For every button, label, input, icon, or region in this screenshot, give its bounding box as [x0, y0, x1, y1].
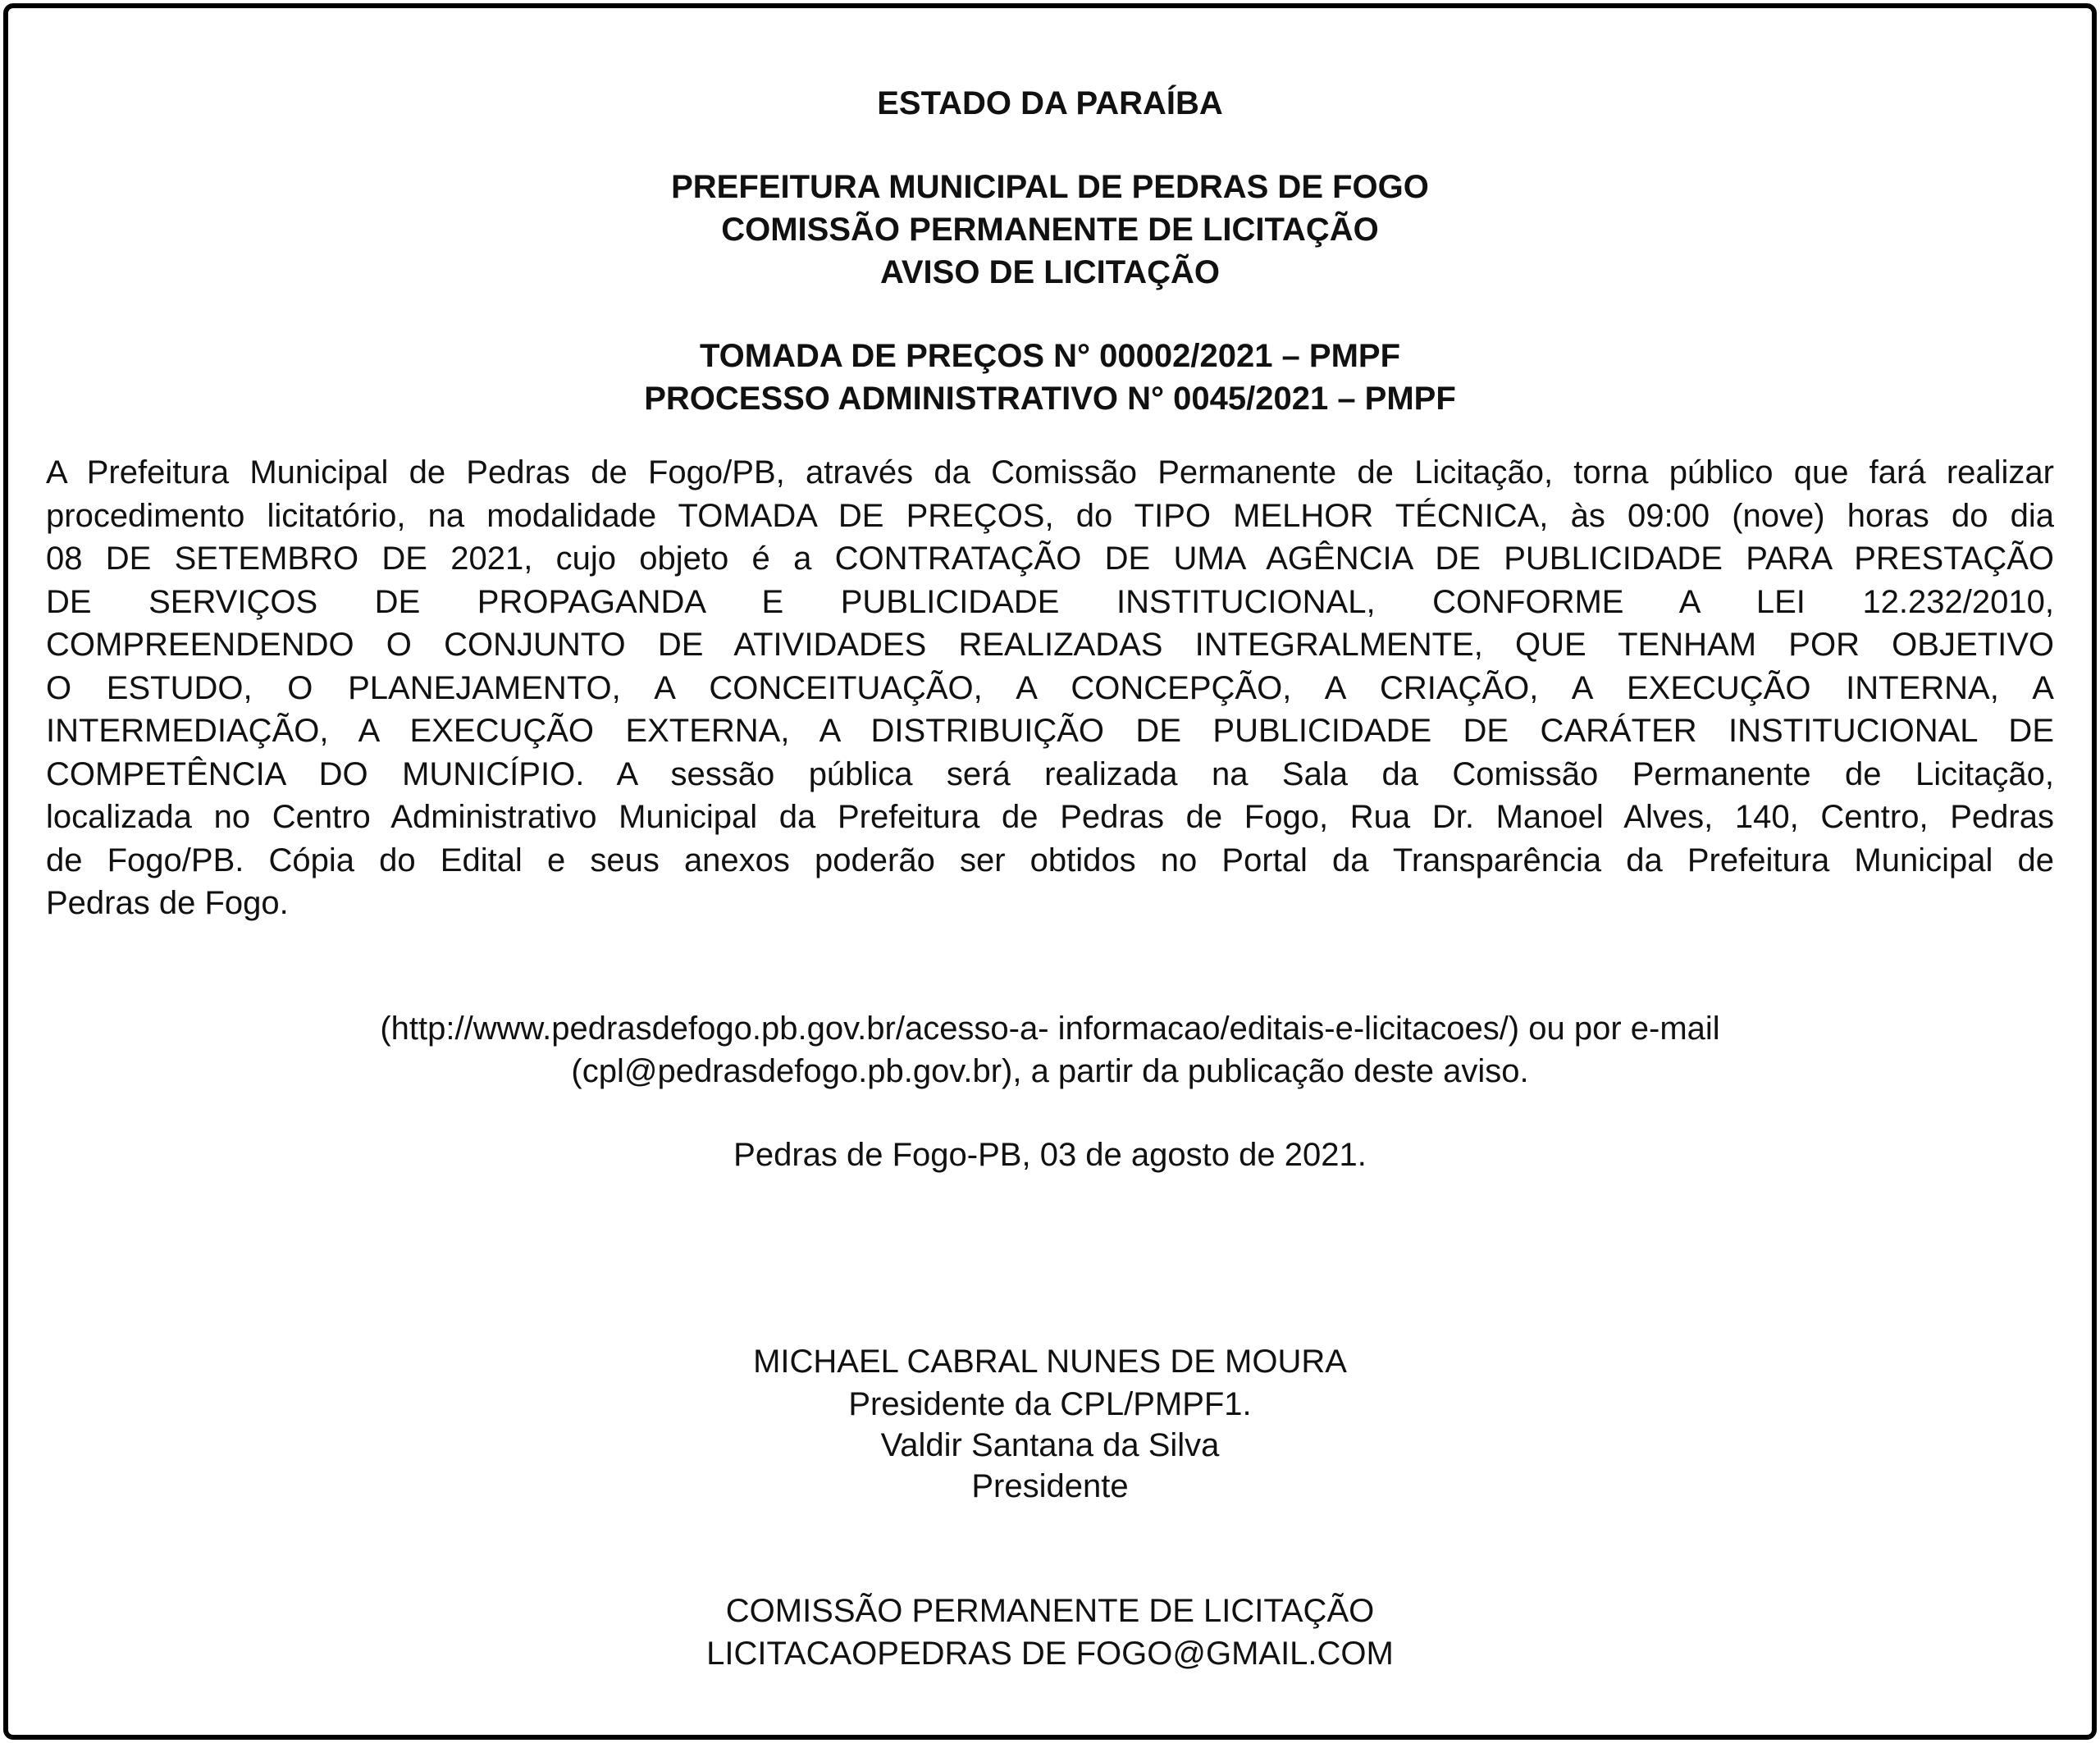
body-line: COMPETÊNCIA DO MUNICÍPIO. A sessão pública será realizada na Sala da Comissão Permanente de Licitação, [46, 755, 2054, 792]
date-line: Pedras de Fogo-PB, 03 de agosto de 2021. [733, 1137, 1367, 1173]
footer-email: LICITACAOPEDRAS DE FOGO@GMAIL.COM [706, 1636, 1394, 1672]
footer-commission: COMISSÃO PERMANENTE DE LICITAÇÃO [725, 1593, 1375, 1629]
body-line: INTERMEDIAÇÃO, A EXECUÇÃO EXTERNA, A DISTRIBUIÇÃO DE PUBLICIDADE DE CARÁTER INSTITUCIONAL DE [46, 713, 2054, 749]
notice-title: AVISO DE LICITAÇÃO [879, 254, 1221, 290]
notice-body [46, 451, 2054, 925]
body-line: A Prefeitura Municipal de Pedras de Fogo/PB, através da Comissão Permanente de Licitação, torna público que fará realizar [46, 454, 2054, 491]
prefecture-heading: PREFEITURA MUNICIPAL DE PEDRAS DE FOGO [671, 169, 1429, 205]
body-line: COMPREENDENDO O CONJUNTO DE ATIVIDADES REALIZADAS INTEGRALMENTE, QUE TENHAM POR OBJETIVO [46, 627, 2054, 663]
state-heading: ESTADO DA PARAÍBA [877, 85, 1223, 121]
notice-frame [3, 3, 2097, 1740]
portal-url-line: (http://www.pedrasdefogo.pb.gov.br/acesso-a- informacao/editais-e-licitacoes/) ou por e-mail [380, 1011, 1720, 1047]
tomada-precos-number: TOMADA DE PREÇOS N° 00002/2021 – PMPF [699, 338, 1401, 374]
second-signatory-name: Valdir Santana da Silva [880, 1427, 1220, 1463]
body-line: de Fogo/PB. Cópia do Edital e seus anexos poderão ser obtidos no Portal da Transparência da Prefeitura Municipal de [46, 842, 2054, 878]
second-signatory-role: Presidente [971, 1468, 1129, 1504]
body-line: O ESTUDO, O PLANEJAMENTO, A CONCEITUAÇÃO, A CONCEPÇÃO, A CRIAÇÃO, A EXECUÇÃO INTERNA, A [46, 669, 2054, 706]
commission-heading: COMISSÃO PERMANENTE DE LICITAÇÃO [721, 212, 1379, 248]
body-line: 08 DE SETEMBRO DE 2021, cujo objeto é a CONTRATAÇÃO DE UMA AGÊNCIA DE PUBLICIDADE PARA PRESTAÇÃO [46, 541, 2054, 577]
processo-number: PROCESSO ADMINISTRATIVO N° 0045/2021 – PMPF [644, 381, 1456, 417]
signatory-role: Presidente da CPL/PMPF1. [848, 1386, 1252, 1422]
signatory-name: MICHAEL CABRAL NUNES DE MOURA [753, 1344, 1347, 1380]
body-line: DE SERVIÇOS DE PROPAGANDA E PUBLICIDADE INSTITUCIONAL, CONFORME A LEI 12.232/2010, [46, 583, 2054, 620]
body-line: localizada no Centro Administrativo Municipal da Prefeitura de Pedras de Fogo, Rua Dr. Manoel Alves, 140, Centro, Pedras [46, 799, 2054, 835]
body-line: Pedras de Fogo. [46, 885, 289, 921]
contact-email-line: (cpl@pedrasdefogo.pb.gov.br), a partir da publicação deste aviso. [571, 1053, 1529, 1089]
body-line: procedimento licitatório, na modalidade TOMADA DE PREÇOS, do TIPO MELHOR TÉCNICA, às 09:00 (nove) horas do dia [46, 497, 2054, 534]
